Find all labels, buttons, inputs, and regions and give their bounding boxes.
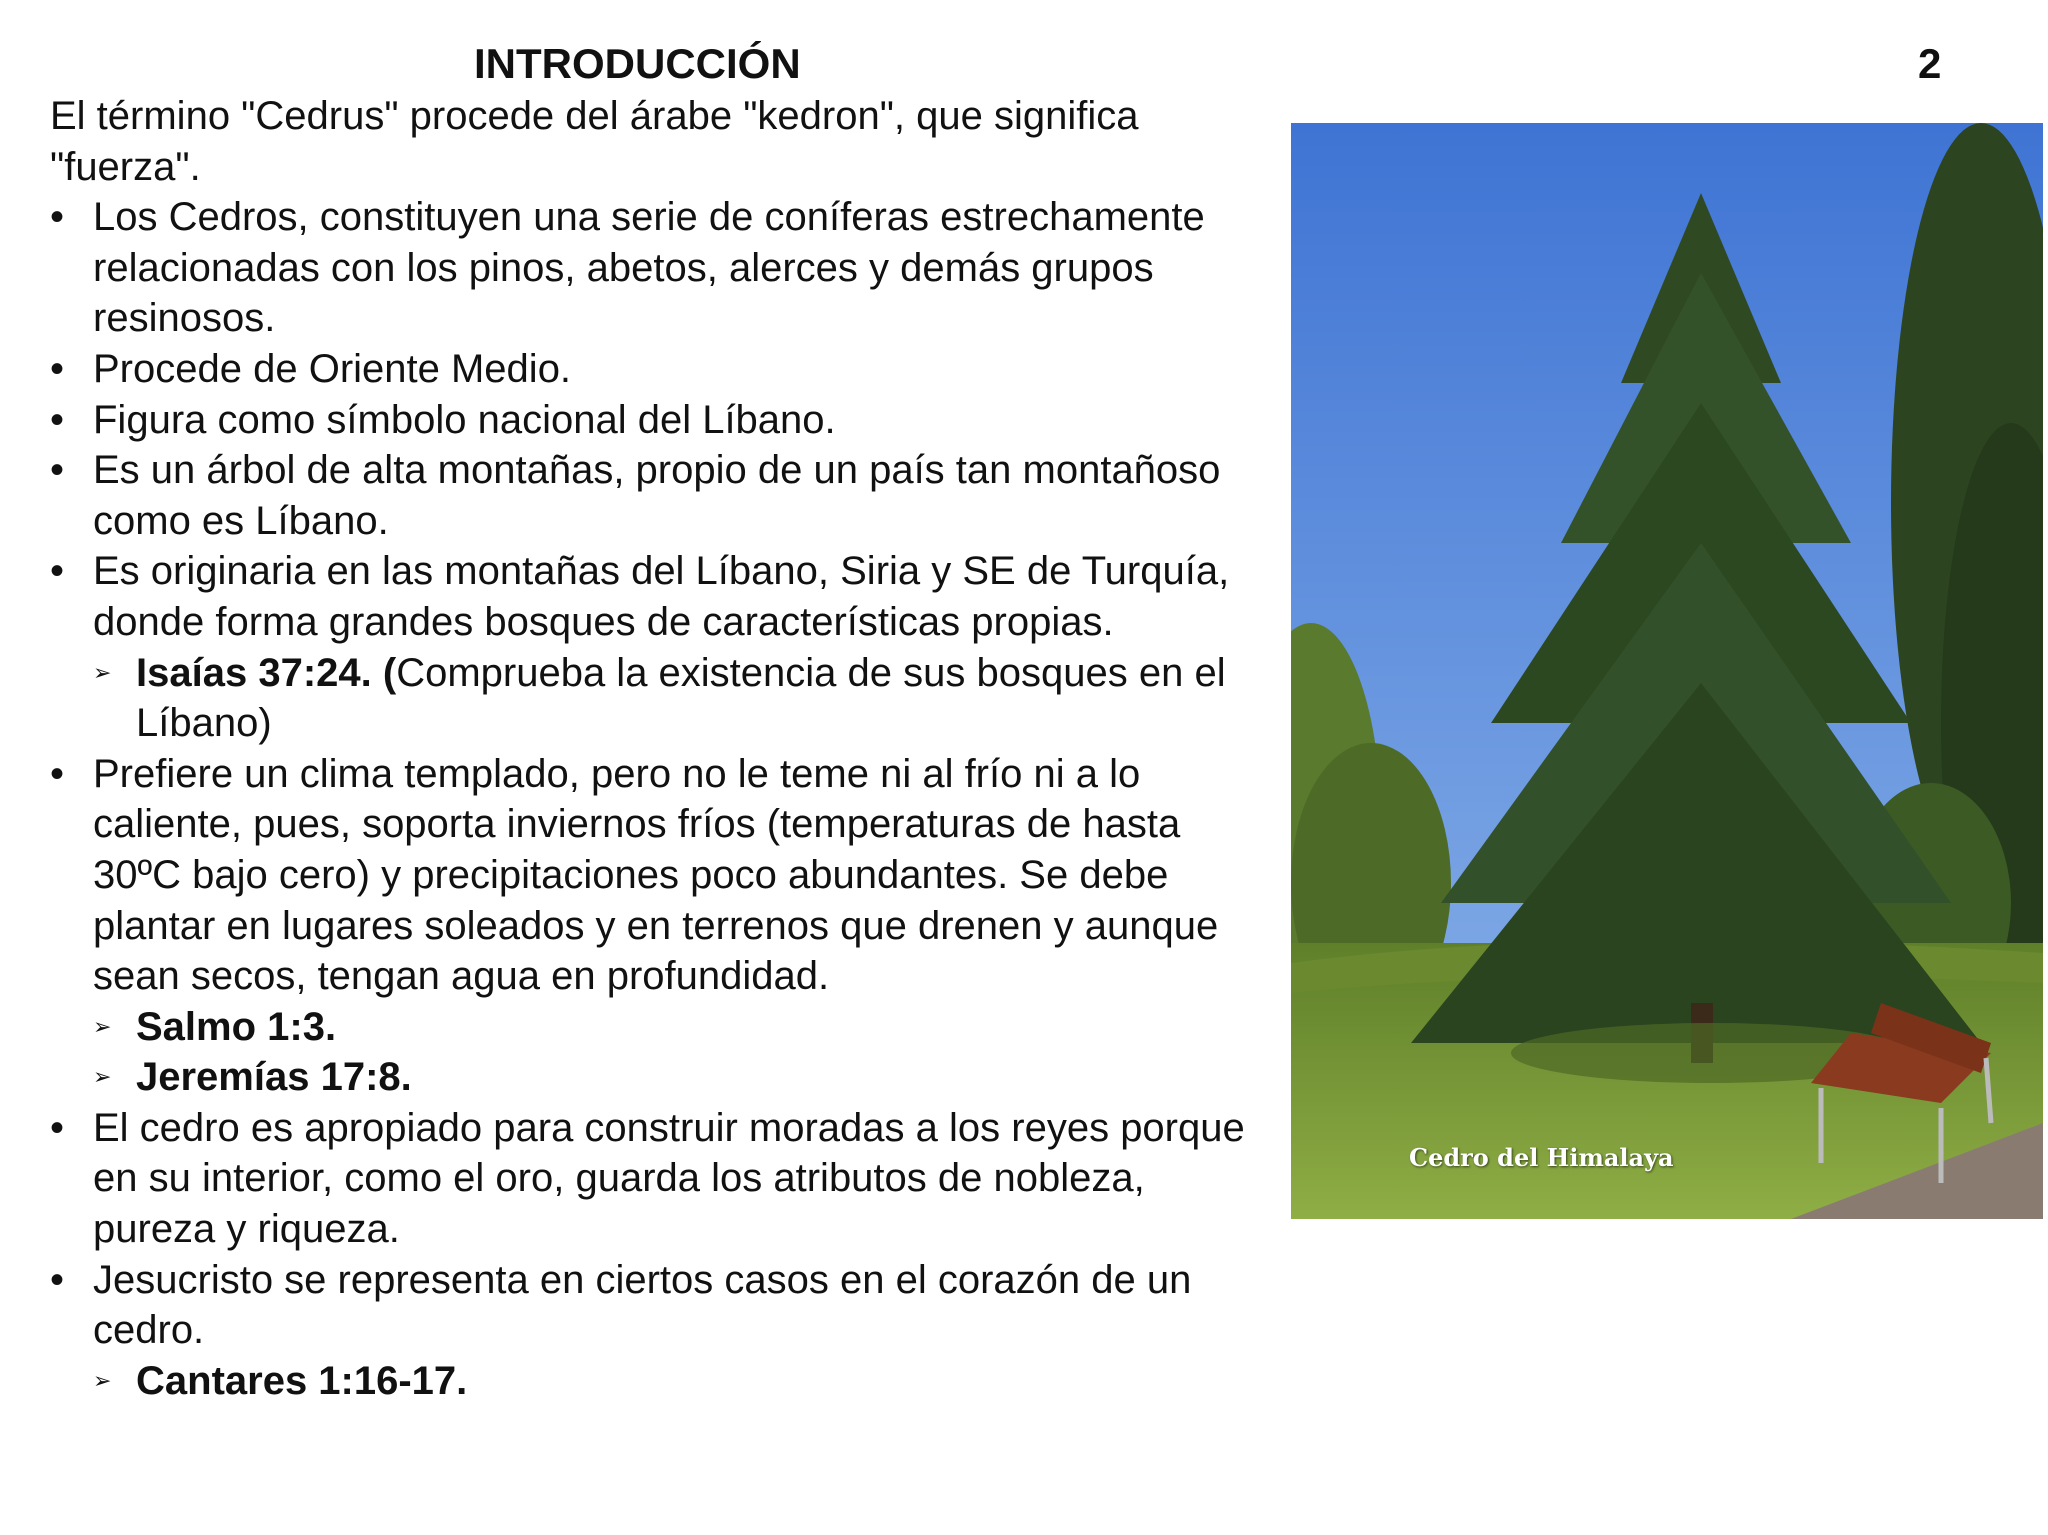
bullet-marker: • <box>50 1105 65 1150</box>
bullet-text: Jesucristo se representa en ciertos casos en el corazón de un cedro. <box>93 1257 1192 1353</box>
bullet-text: El cedro es apropiado para construir moradas a los reyes porque en su interior, como el oro, guarda los atributos de nobleza, pureza y riqueza. <box>93 1105 1245 1252</box>
bullet-item <box>50 192 1270 344</box>
bullet-text: Es un árbol de alta montañas, propio de un país tan montañoso como es Líbano. <box>93 448 1221 543</box>
scripture-reference-item <box>93 648 1270 749</box>
bullet-marker: • <box>50 549 65 594</box>
bullet-marker: • <box>50 397 65 442</box>
scripture-reference: Jeremías 17:8. <box>136 1055 412 1100</box>
scripture-reference: Cantares 1:16-17. <box>136 1358 468 1403</box>
intro-paragraph: El término "Cedrus" procede del árabe "kedron", que significa "fuerza". <box>50 94 1139 189</box>
arrow-bullet-icon: ➢ <box>93 659 112 685</box>
bullet-item <box>50 395 1270 446</box>
slide-title: INTRODUCCIÓN <box>474 40 801 87</box>
bullet-marker: • <box>50 448 65 493</box>
bullet-item <box>50 344 1270 395</box>
bullet-item <box>50 1103 1270 1255</box>
scripture-reference: Isaías 37:24. ( <box>136 650 397 695</box>
scripture-reference-item <box>93 1052 1270 1103</box>
scripture-reference-item <box>93 1356 1270 1407</box>
photo-caption: Cedro del Himalaya <box>1409 1143 1674 1172</box>
bullet-text: Procede de Oriente Medio. <box>93 346 572 391</box>
arrow-bullet-icon: ➢ <box>93 1013 112 1039</box>
arrow-bullet-icon: ➢ <box>93 1367 112 1393</box>
slide-body <box>50 91 1270 1406</box>
bullet-marker: • <box>50 346 65 391</box>
sub-bullet-list <box>93 1002 1270 1103</box>
bullet-text: Es originaria en las montañas del Líbano, Siria y SE de Turquía, donde forma grandes bosques de características propias. <box>93 549 1230 644</box>
bullet-item <box>50 1255 1270 1407</box>
bullet-marker: • <box>50 751 65 796</box>
sub-bullet-list <box>93 1356 1270 1407</box>
bullet-text: Los Cedros, constituyen una serie de coníferas estrechamente relacionadas con los pinos, abetos, alerces y demás grupos resinosos. <box>93 195 1205 341</box>
sub-bullet-list <box>93 648 1270 749</box>
bullet-item <box>50 445 1270 546</box>
cedar-tree-illustration <box>1291 123 2043 1219</box>
bullet-list <box>50 192 1270 1406</box>
bullet-text: Prefiere un clima templado, pero no le teme ni al frío ni a lo caliente, pues, soporta inviernos fríos (temperaturas de hasta 30ºC bajo cero) y precipitaciones poco abundantes. Se debe plantar en lugares soleados y en terrenos que drenen y aunque sean secos, tengan agua en profundidad. <box>93 751 1219 999</box>
bullet-text: Figura como símbolo nacional del Líbano. <box>93 397 836 442</box>
scripture-reference: Salmo 1:3. <box>136 1004 337 1049</box>
scripture-reference-item <box>93 1002 1270 1053</box>
reference-note: Comprueba la existencia de sus bosques en el Líbano) <box>136 650 1226 746</box>
bullet-item <box>50 546 1270 748</box>
bullet-marker: • <box>50 1257 65 1302</box>
cedar-photo <box>1291 123 2043 1219</box>
bullet-item <box>50 749 1270 1103</box>
arrow-bullet-icon: ➢ <box>93 1064 112 1090</box>
page-number: 2 <box>1918 40 1942 87</box>
bullet-marker: • <box>50 195 65 240</box>
